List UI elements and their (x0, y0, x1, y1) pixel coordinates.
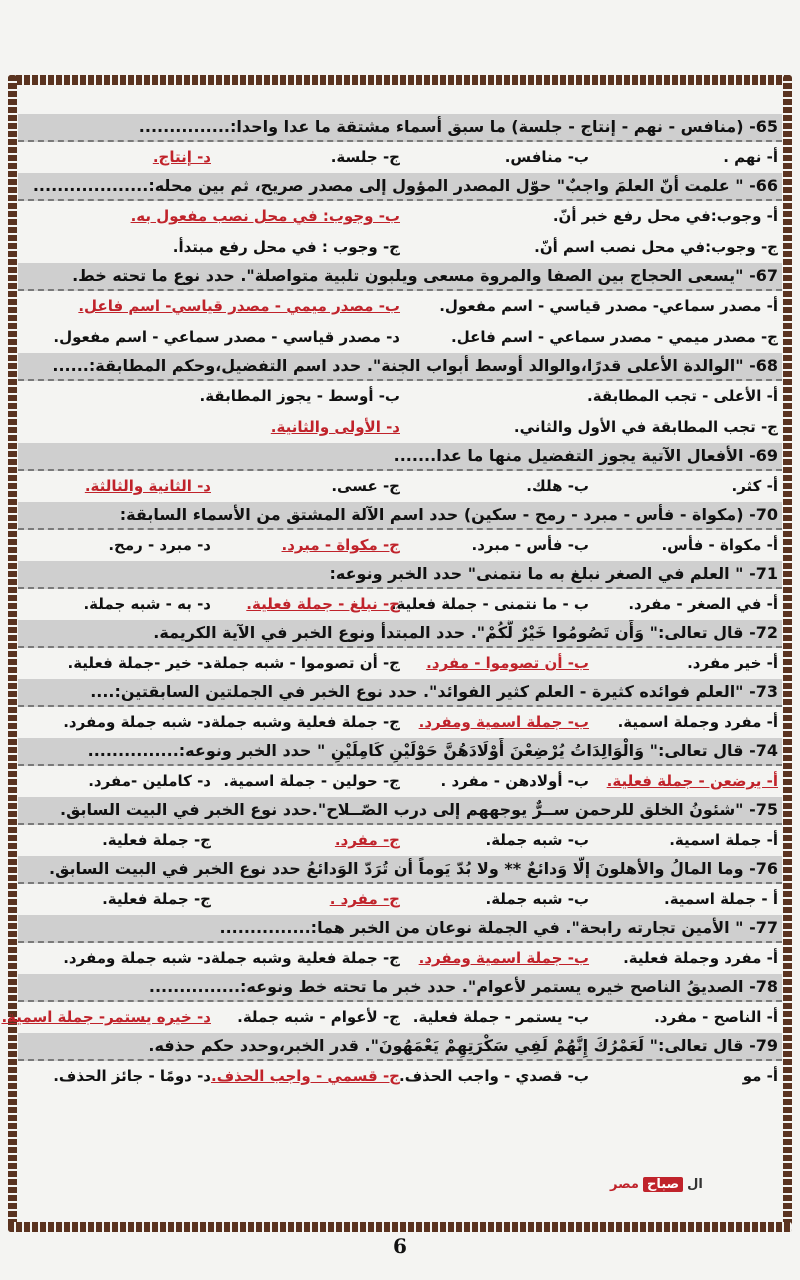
answer-option: ج- لأعوام - شبه جملة. (237, 1008, 400, 1026)
question-block (18, 502, 782, 561)
answer-option-correct: د- إنتاج. (152, 148, 211, 166)
question-text: 76- وما المالُ والأهلونَ إلّا وَدائعٌ ** ولا بُدّ يَوماً أن تُرَدّ الوَدائعُ حدد نوع الخبر في البيت السابق. (18, 856, 782, 884)
answer-option: ج- مصدر ميمي - مصدر سماعي - اسم فاعل. (451, 328, 778, 346)
answer-option: د- به - شبه جملة. (83, 595, 211, 613)
left-border (8, 75, 17, 1232)
options-row (18, 648, 782, 679)
page-number: 6 (393, 1234, 407, 1258)
question-text: 74- قال تعالى:" وَالْوَالِدَاتُ يُرْضِعْنَ أَوْلَادَهُنَّ حَوْلَيْنِ كَامِلَيْنِ " حدد الخبر ونوعه:............... (18, 738, 782, 766)
question-text: 72- قال تعالى:" وَأَن تَصُومُوا خَيْرٌ لَّكُمْ". حدد المبتدأ ونوع الخبر في الآية الكريمة. (18, 620, 782, 648)
answer-option: ج- حولين - جملة اسمية. (223, 772, 400, 790)
answer-option: ج- جملة فعلية وشبه جملة. (205, 949, 400, 967)
answer-option: ج- جملة فعلية وشبه جملة. (205, 713, 400, 731)
answer-option: ب- منافس. (504, 148, 589, 166)
answer-option: د- شبه جملة ومفرد. (63, 713, 211, 731)
question-block (18, 353, 782, 443)
answer-option-correct: ب- جملة اسمية ومفرد. (418, 949, 589, 967)
options-row (18, 943, 782, 974)
answer-option: أ- مصدر سماعي- مصدر قياسي - اسم مفعول. (439, 297, 778, 315)
answer-option: أ- كثر. (731, 477, 778, 495)
options-row (18, 707, 782, 738)
answer-option: أ- وجوب:في محل رفع خبر أنّ. (552, 207, 778, 225)
options-row (18, 1061, 782, 1092)
question-text: 77- " الأمين تجارته رابحة". في الجملة نوعان من الخبر هما:............... (18, 915, 782, 943)
question-block (18, 114, 782, 173)
question-text: 73- "العلم فوائده كثيرة - العلم كثير الفوائد". حدد نوع الخبر في الجملتين السابقتين:.... (18, 679, 782, 707)
answer-option: أ- مو (742, 1067, 778, 1085)
question-block (18, 915, 782, 974)
question-block (18, 738, 782, 797)
answer-option-correct: د- خيره يستمر- جملة اسمية. (1, 1008, 211, 1026)
watermark-logo (610, 1177, 703, 1192)
answer-option: ج- أن تصوموا - شبه جملة. (207, 654, 400, 672)
question-block (18, 263, 782, 353)
watermark-part1: مصر (610, 1177, 639, 1192)
question-text: 78- الصديقُ الناصح خيره يستمر لأعوام". حدد خبر ما تحته خط ونوعه:............... (18, 974, 782, 1002)
question-block (18, 856, 782, 915)
answer-option-correct: ب- أن تصوموا - مفرد. (426, 654, 589, 672)
answer-option-correct: ب- مصدر ميمي - مصدر قياسي- اسم فاعل. (78, 297, 400, 315)
watermark-part2: صباح (643, 1177, 683, 1192)
answer-option: ج- وجوب:في محل نصب اسم أنّ. (534, 238, 778, 256)
answer-option: د- دومًا - جائز الحذف. (53, 1067, 211, 1085)
answer-option: ج- جملة فعلية. (102, 831, 211, 849)
answer-option: د- خير -جملة فعلية. (67, 654, 211, 672)
question-block (18, 1033, 782, 1092)
options-row (18, 291, 782, 353)
options-row (18, 589, 782, 620)
answer-option: د- مبرد - رمح. (108, 536, 211, 554)
answer-option: ج- تجب المطابقة في الأول والثاني. (513, 418, 778, 436)
question-block (18, 561, 782, 620)
answer-option: ب - ما نتمنى - جملة فعلية. (390, 595, 589, 613)
options-row (18, 884, 782, 915)
answer-option: ج- عسى. (331, 477, 400, 495)
answer-option: ب- أوسط - يجوز المطابقة. (199, 387, 400, 405)
answer-option: أ- مكواة - فأس. (661, 536, 778, 554)
answer-option: أ- الناصح - مفرد. (654, 1008, 778, 1026)
answer-option: د- شبه جملة ومفرد. (63, 949, 211, 967)
question-text: 71- " العلم في الصغر نبلغ به ما نتمنى" حدد الخبر ونوعه: (18, 561, 782, 589)
watermark-part3: ال (687, 1177, 703, 1192)
options-row (18, 201, 782, 263)
options-row (18, 471, 782, 502)
answer-option: ج- وجوب : في محل رفع مبتدأ. (172, 238, 400, 256)
answer-option: أ- الأعلى - تجب المطابقة. (587, 387, 778, 405)
answer-option-correct: ج- مفرد. (334, 831, 400, 849)
answer-option: أ- نهم . (723, 148, 778, 166)
question-block (18, 620, 782, 679)
question-list (1, 114, 782, 1092)
question-text: 69- الأفعال الآتية يجوز التفضيل منها ما عدا....... (18, 443, 782, 471)
options-row (18, 825, 782, 856)
question-text: 65- (منافس - نهم - إنتاج - جلسة) ما سبق أسماء مشتقة ما عدا واحدا:............... (18, 114, 782, 142)
question-text: 66- " علمت أنّ العلمَ واجبٌ" حوّل المصدر المؤول إلى مصدر صريح، ثم بين محله:................... (18, 173, 782, 201)
answer-option-correct: ب- جملة اسمية ومفرد. (418, 713, 589, 731)
question-block (18, 443, 782, 502)
answer-option: ب- شبه جملة. (485, 831, 589, 849)
question-text: 70- (مكواة - فأس - مبرد - رمح - سكين) حدد اسم الآلة المشتق من الأسماء السابقة: (18, 502, 782, 530)
answer-option-correct: أ- يرضعن - جملة فعلية. (606, 772, 778, 790)
options-row (18, 381, 782, 443)
answer-option-correct: د- الأولى والثانية. (270, 418, 400, 436)
answer-option: ج- جلسة. (330, 148, 400, 166)
question-block (18, 173, 782, 263)
question-text: 68- "الوالدة الأعلى قدرًا،والوالد أوسط أبواب الجنة". حدد اسم التفضيل،وحكم المطابقة:...... (18, 353, 782, 381)
answer-option-correct: ب- وجوب: في محل نصب مفعول به. (130, 207, 400, 225)
options-row (18, 766, 782, 797)
answer-option-correct: ج- نبلغ - جملة فعلية. (246, 595, 400, 613)
answer-option: ب- فأس - مبرد. (471, 536, 589, 554)
answer-option: أ- مفرد وجملة اسمية. (617, 713, 778, 731)
top-border (8, 75, 792, 85)
answer-option: أ - جملة اسمية. (664, 890, 778, 908)
answer-option: د- كاملين -مفرد. (88, 772, 211, 790)
question-text: 75- "شئونُ الخلق للرحمن ســرٌّ يوجههم إلى درب الصّــلاح".حدد نوع الخبر في البيت السابق. (18, 797, 782, 825)
answer-option: ب- قصدي - واجب الحذف. (399, 1067, 589, 1085)
options-row (1, 1002, 782, 1033)
answer-option-correct: ج- مفرد . (329, 890, 400, 908)
answer-option: ب- يستمر - جملة فعلية. (412, 1008, 589, 1026)
answer-option: ب- هلك. (526, 477, 589, 495)
answer-option-correct: ج- قسمي - واجب الحذف. (211, 1067, 400, 1085)
options-row (18, 530, 782, 561)
question-block (18, 679, 782, 738)
answer-option: أ- خير مفرد. (687, 654, 778, 672)
question-block (1, 974, 782, 1033)
answer-option: ب- أولادهن - مفرد . (440, 772, 589, 790)
answer-option: أ- جملة اسمية. (669, 831, 778, 849)
answer-option-correct: د- الثانية والثالثة. (84, 477, 211, 495)
answer-option: أ- في الصغر - مفرد. (628, 595, 778, 613)
answer-option-correct: ج- مكواة - مبرد. (281, 536, 400, 554)
options-row (18, 142, 782, 173)
answer-option: أ- مفرد وجملة فعلية. (623, 949, 778, 967)
answer-option: د- مصدر قياسي - مصدر سماعي - اسم مفعول. (53, 328, 400, 346)
question-block (18, 797, 782, 856)
answer-option: ج- جملة فعلية. (102, 890, 211, 908)
right-border (783, 75, 792, 1232)
bottom-border (8, 1222, 792, 1232)
question-text: 67- "يسعى الحجاج بين الصفا والمروة مسعى ويلبون تلبية متواصلة". حدد نوع ما تحته خط. (18, 263, 782, 291)
answer-option: ب- شبه جملة. (485, 890, 589, 908)
question-text: 79- قال تعالى:" لَعَمْرُكَ إِنَّهُمْ لَفِي سَكْرَتِهِمْ يَعْمَهُونَ". قدر الخبر،وحدد حكم حذفه. (18, 1033, 782, 1061)
